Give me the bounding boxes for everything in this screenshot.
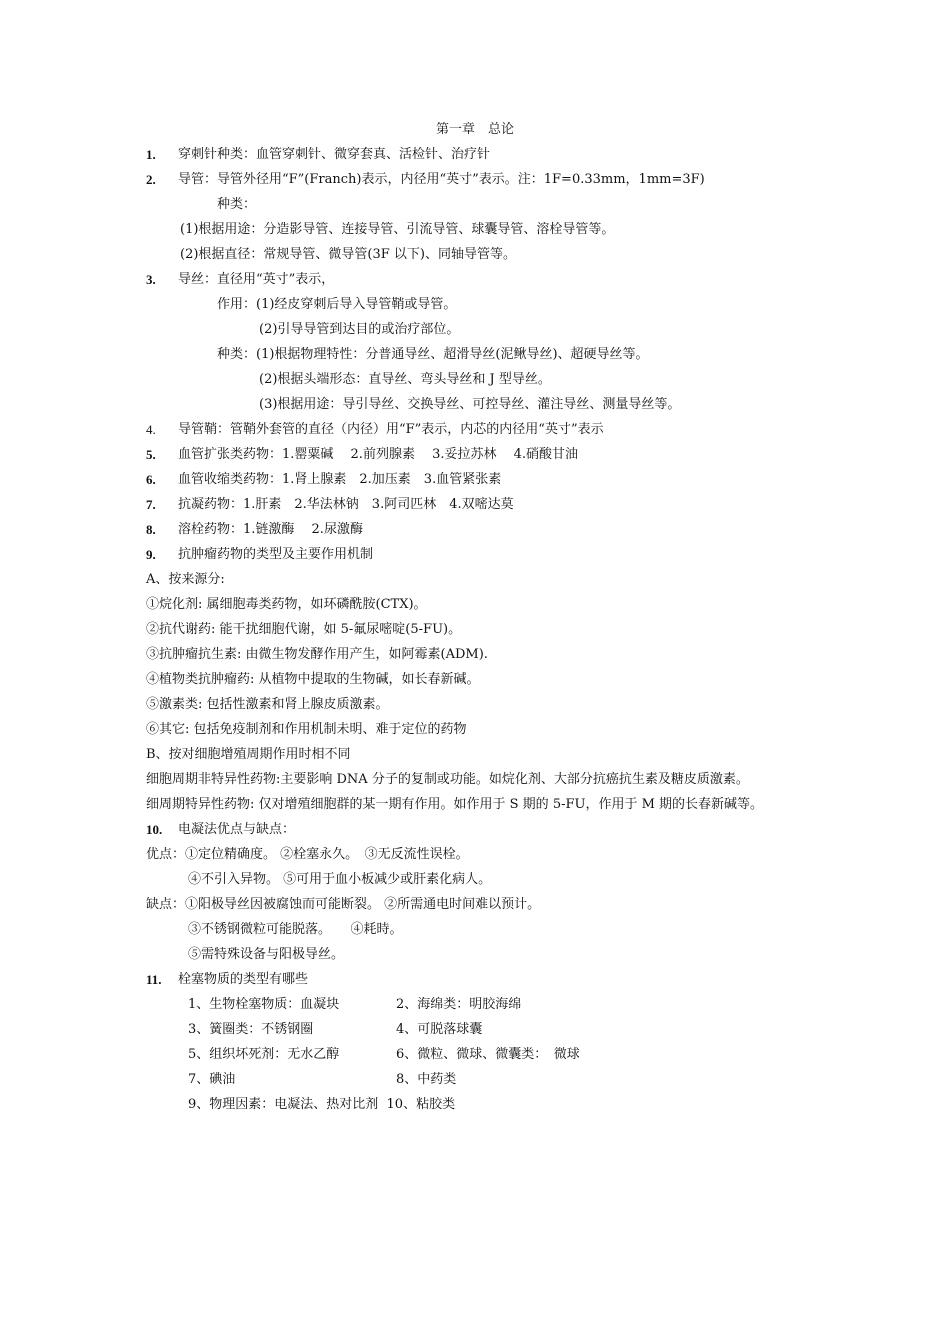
- item-text: 电凝法优点与缺点：: [178, 822, 296, 837]
- item-number: 7.: [146, 497, 156, 512]
- embolic-item: 6、微粒、微球、微囊类： 微球: [396, 1047, 580, 1062]
- antitumor-a-heading: A、按来源分:: [146, 572, 225, 587]
- item-number: 1.: [146, 147, 156, 162]
- chapter-title: 第一章 总论: [435, 122, 514, 137]
- item-number: 8.: [146, 522, 156, 537]
- antitumor-b-line: 细胞周期非特异性药物:主要影响 DNA 分子的复制或功能。如烷化剂、大部分抗癌抗生素及糖皮质激素。: [146, 772, 749, 787]
- embolic-item: 3、簧圈类：不锈钢圈: [188, 1022, 314, 1037]
- embolic-item: 7、碘油: [188, 1072, 236, 1087]
- antitumor-a-line: ①烷化剂: 属细胞毒类药物，如环磷酰胺(CTX)。: [146, 597, 427, 612]
- item-number: 11.: [146, 972, 162, 987]
- item-text: 溶栓药物：1.链激酶 2.尿激酶: [178, 522, 363, 537]
- electrocoag-pros-1: 优点：①定位精确度。 ②栓塞永久。 ③无反流性误栓。: [146, 847, 469, 862]
- item-number: 5.: [146, 447, 156, 462]
- item-text: 穿刺针种类：血管穿刺针、微穿套真、活检针、治疗针: [178, 147, 491, 162]
- embolic-item: 8、中药类: [396, 1072, 457, 1087]
- embolic-item: 4、可脱落球囊: [396, 1022, 483, 1037]
- antitumor-b-line: 细周期特异性药物: 仅对增殖细胞群的某一期有作用。如作用于 S 期的 5-FU，作用于 M 期的长春新碱等。: [146, 797, 764, 812]
- item-number: 4.: [146, 422, 156, 437]
- guidewire-type-3: (3)根据用途：导引导丝、交换导丝、可控导丝、灌注导丝、测量导丝等。: [259, 397, 681, 412]
- antitumor-a-line: ③抗肿瘤抗生素: 由微生物发酵作用产生，如阿霉素(ADM).: [146, 647, 488, 662]
- catheter-types-label: 种类：: [217, 197, 257, 212]
- electrocoag-cons-2: ③不锈钢微粒可能脱落。 ④耗時。: [188, 922, 403, 937]
- item-text: 导管：导管外径用“F”(Franch)表示，内径用“英寸”表示。注：1F=0.33mm，1mm=3F): [178, 172, 705, 187]
- antitumor-a-line: ②抗代谢药: 能干扰细胞代谢，如 5-氟尿嘧啶(5-FU)。: [146, 622, 462, 637]
- item-text: 血管收缩类药物：1.肾上腺素 2.加压素 3.血管紧张素: [178, 472, 502, 487]
- embolic-item: 5、组织坏死剂：无水乙醇: [188, 1047, 340, 1062]
- guidewire-function-2: (2)引导导管到达目的或治疗部位。: [259, 322, 460, 337]
- item-number: 3.: [146, 272, 156, 287]
- embolic-item: 1、生物栓塞物质：血凝块: [188, 997, 340, 1012]
- item-text: 导丝：直径用“英寸”表示，: [178, 272, 335, 287]
- item-number: 6.: [146, 472, 156, 487]
- embolic-item: 2、海绵类：明胶海绵: [396, 997, 522, 1012]
- antitumor-a-line: ⑥其它: 包括免疫制剂和作用机制未明、难于定位的药物: [146, 722, 467, 737]
- catheter-by-use: (1)根据用途：分造影导管、连接导管、引流导管、球囊导管、溶栓导管等。: [180, 222, 615, 237]
- item-text: 血管扩张类药物：1.罂粟碱 2.前列腺素 3.妥拉苏林 4.硝酸甘油: [178, 447, 579, 462]
- antitumor-a-line: ⑤激素类: 包括性激素和肾上腺皮质激素。: [146, 697, 389, 712]
- item-number: 9.: [146, 547, 156, 562]
- antitumor-a-line: ④植物类抗肿瘤药: 从植物中提取的生物碱，如长春新碱。: [146, 672, 480, 687]
- electrocoag-cons-3: ⑤需特殊设备与阳极导丝。: [188, 947, 345, 962]
- item-text: 栓塞物质的类型有哪些: [178, 972, 309, 987]
- electrocoag-cons-1: 缺点：①阳极导丝因被腐蚀而可能断裂。 ②所需通电时间难以预计。: [146, 897, 541, 912]
- guidewire-function-1: 作用：(1)经皮穿刺后导入导管鞘或导管。: [217, 297, 457, 312]
- catheter-by-diameter: (2)根据直径：常规导管、微导管(3F 以下)、同轴导管等。: [180, 247, 516, 262]
- guidewire-type-2: (2)根据头端形态：直导丝、弯头导丝和 J 型导丝。: [259, 372, 551, 387]
- electrocoag-pros-2: ④不引入异物。 ⑤可用于血小板减少或肝素化病人。: [188, 872, 492, 887]
- item-text: 导管鞘：管鞘外套管的直径（内径）用“F”表示，内芯的内径用“英寸”表示: [178, 422, 604, 437]
- item-text: 抗凝药物：1.肝素 2.华法林钠 3.阿司匹林 4.双嘧达莫: [178, 497, 514, 512]
- antitumor-b-heading: B、按对细胞增殖周期作用时相不同: [146, 747, 351, 762]
- item-text: 抗肿瘤药物的类型及主要作用机制: [178, 547, 374, 562]
- embolic-item: 9、物理因素：电凝法、热对比剂 10、粘胶类: [188, 1097, 456, 1112]
- item-number: 10.: [146, 822, 163, 837]
- item-number: 2.: [146, 172, 156, 187]
- guidewire-type-1: 种类：(1)根据物理特性：分普通导丝、超滑导丝(泥鳅导丝)、超硬导丝等。: [217, 347, 649, 362]
